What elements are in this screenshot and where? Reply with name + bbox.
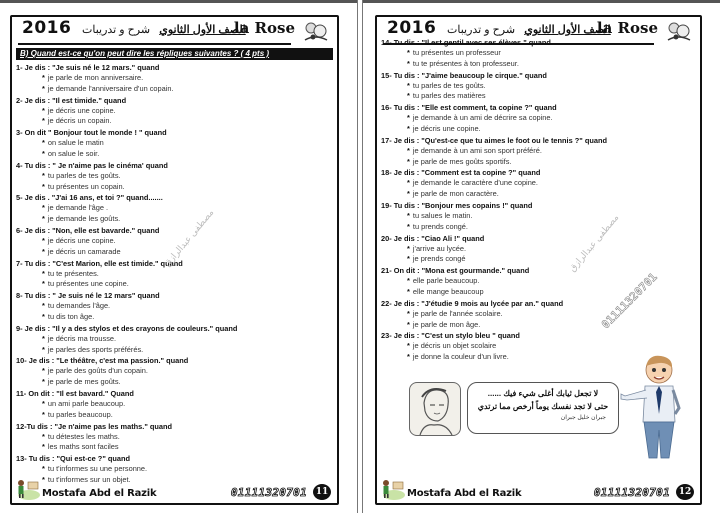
answer-option	[381, 211, 696, 222]
answer-option-text: on salue le matin	[47, 138, 104, 148]
answer-option-text: tu t'informes sur un objet.	[47, 474, 131, 484]
bullet-icon: *	[42, 235, 45, 245]
question-prompt: 11- On dit : "Il est bavard." Quand	[16, 388, 134, 398]
page-footer	[12, 474, 337, 503]
bullet-icon: *	[42, 464, 45, 474]
question-prompt: 9- Je dis : "Il y a des stylos et des crayons de couleurs." quand	[16, 323, 238, 333]
bullet-icon: *	[42, 398, 45, 408]
bullet-icon: *	[42, 203, 45, 213]
answer-option-text: je parle de l'année scolaire.	[412, 308, 503, 318]
answer-option	[381, 81, 696, 92]
bullet-icon: *	[407, 286, 410, 296]
answer-option-text: je parle de mes goûts sportifs.	[412, 156, 512, 166]
schoolboy-icon	[379, 476, 405, 500]
bullet-icon: *	[42, 431, 45, 441]
answer-option	[381, 124, 696, 135]
page-header	[18, 20, 331, 46]
answer-option	[16, 464, 333, 475]
bullet-icon: *	[407, 308, 410, 318]
bullet-icon: *	[42, 344, 45, 354]
bullet-icon: *	[42, 73, 45, 82]
answer-option-text: tu parles des matières	[412, 91, 486, 101]
bullet-icon: *	[42, 246, 45, 256]
answer-option	[381, 189, 696, 200]
answer-option	[16, 301, 333, 312]
question-list	[16, 62, 333, 486]
answer-option-text: tu parles de tes goûts.	[412, 80, 486, 90]
bullet-icon: *	[407, 243, 410, 253]
answer-option-text: tu te présentes à ton professeur.	[412, 58, 519, 68]
answer-option	[16, 269, 333, 280]
bullet-icon: *	[407, 189, 410, 199]
page-number-badge: 11	[313, 484, 331, 500]
header-subtitle: شرح و تدريبات	[82, 24, 151, 36]
question-prompt: 19- Tu dis : "Bonjour mes copains !" quand	[381, 200, 533, 210]
header-arabic-title	[447, 23, 611, 36]
bullet-icon: *	[407, 276, 410, 286]
answer-option	[381, 244, 696, 255]
answer-option-text: je décris ma trousse.	[47, 333, 117, 343]
answer-option-text: tu te présentes.	[47, 268, 99, 278]
bullet-icon: *	[42, 170, 45, 180]
quote-line-2: حتى لا تجد نفسك يوماً أرخص مما ترتدي	[477, 402, 609, 411]
page-12	[363, 3, 720, 513]
answer-option-text: je prends congé	[412, 254, 466, 264]
watermark-phone: 01111320701	[599, 270, 660, 332]
schoolboy-icon	[14, 476, 40, 500]
bullet-icon: *	[407, 80, 410, 90]
answer-option-text: tu salues le matin.	[412, 210, 473, 220]
question-prompt: 6- Je dis : "Non, elle est bavarde." quand	[16, 225, 160, 235]
header-grade: الصف الأول الثانوي	[159, 24, 246, 36]
answer-option	[381, 341, 696, 352]
header-year: 2016	[387, 18, 437, 38]
answer-option-text: je décris une copine.	[47, 235, 116, 245]
question-prompt: 8- Tu dis : " Je suis né le 12 mars" quand	[16, 291, 160, 301]
answer-option	[381, 113, 696, 124]
bullet-icon: *	[42, 148, 45, 158]
answer-option-text: je demande à un ami de décrire sa copine.	[412, 113, 553, 123]
question-prompt: 5- Je dis . "J'ai 16 ans, et toi ?" quand.......	[16, 193, 163, 203]
question-prompt: 23- Je dis : "C'est un stylo bleu " quand	[381, 331, 520, 341]
bullet-icon: *	[407, 178, 410, 188]
header-year: 2016	[22, 18, 72, 38]
answer-option-text: tu parles de tes goûts.	[47, 170, 121, 180]
question-prompt: 3- On dit " Bonjour tout le monde ! " quand	[16, 128, 167, 138]
bullet-icon: *	[42, 279, 45, 289]
answer-option	[16, 203, 333, 214]
answer-option-text: je parle de mon âge.	[412, 319, 481, 329]
answer-option-text: les maths sont faciles	[47, 442, 119, 452]
portrait-sketch-icon	[410, 383, 460, 435]
footer-phone: 01111320701	[230, 486, 307, 499]
bullet-icon: *	[42, 474, 45, 484]
answer-option	[16, 334, 333, 345]
answer-option	[381, 254, 696, 265]
answer-option-text: je parle de mon caractère.	[412, 189, 499, 199]
header-subtitle: شرح و تدريبات	[447, 24, 516, 36]
question-prompt: 12-Tu dis : "Je n'aime pas les maths." quand	[16, 421, 173, 431]
answer-option-text: je parle des goûts d'un copain.	[47, 366, 148, 376]
bullet-icon: *	[42, 311, 45, 321]
answer-option-text: elle parle beaucoup.	[412, 276, 480, 286]
bullet-icon: *	[42, 377, 45, 387]
bullet-icon: *	[42, 214, 45, 224]
answer-option	[16, 73, 333, 84]
answer-option	[16, 116, 333, 127]
question-prompt: 17- Je dis : "Qu'est-ce que tu aimes le foot ou le tennis ?" quand	[381, 135, 608, 145]
answer-option	[16, 214, 333, 225]
bullet-icon: *	[407, 254, 410, 264]
answer-option-text: tu détestes les maths.	[47, 431, 120, 441]
pointing-man-icon	[619, 352, 689, 460]
answer-option-text: je demande l'âge .	[47, 203, 109, 213]
bullet-icon: *	[42, 409, 45, 419]
answer-option	[381, 178, 696, 189]
bullet-icon: *	[42, 333, 45, 343]
answer-option	[16, 106, 333, 117]
page-11	[0, 3, 357, 513]
watermark: مصطفى عبدالرازق	[567, 212, 621, 274]
answer-option	[16, 84, 333, 95]
bullet-icon: *	[407, 341, 410, 351]
bullet-icon: *	[407, 48, 410, 57]
page-footer	[377, 477, 700, 503]
answer-option	[16, 182, 333, 193]
bullet-icon: *	[407, 156, 410, 166]
question-prompt: 13- Tu dis : "Qui est-ce ?" quand	[16, 454, 131, 464]
question-list	[381, 37, 696, 363]
answer-option	[16, 138, 333, 149]
answer-option	[16, 442, 333, 453]
answer-option	[381, 320, 696, 331]
bullet-icon: *	[42, 138, 45, 148]
question-prompt: 20- Je dis : "Ciao Ali !" quand	[381, 233, 485, 243]
answer-option-text: tu parles beaucoup.	[47, 409, 113, 419]
answer-option-text: tu présentes un copain.	[47, 181, 125, 191]
bullet-icon: *	[42, 442, 45, 452]
bullet-icon: *	[42, 268, 45, 278]
bullet-icon: *	[407, 113, 410, 123]
answer-option-text: tu dis ton âge.	[47, 311, 95, 321]
answer-option-text: tu présentes un professeur	[412, 48, 501, 57]
answer-option-text: je demande le caractère d'une copine.	[412, 178, 538, 188]
bullet-icon: *	[42, 301, 45, 311]
page-number-badge: 12	[676, 484, 694, 500]
answer-option	[381, 157, 696, 168]
answer-option-text: je décris un objet scolaire	[412, 341, 497, 351]
question-prompt: 7- Tu dis : "C'est Marion, elle est timide." quand	[16, 258, 183, 268]
answer-option	[381, 91, 696, 102]
answer-option	[16, 345, 333, 356]
answer-option-text: on salue le soir.	[47, 148, 100, 158]
bullet-icon: *	[407, 319, 410, 329]
question-prompt: 1- Je dis : "Je suis né le 12 mars." quand	[16, 63, 160, 72]
page-frame	[10, 15, 339, 505]
question-prompt: 14- Tu dis : "Il est gentil avec ses élèves." quand	[381, 38, 551, 47]
answer-option-text: tu prends congé.	[412, 221, 468, 231]
question-prompt: 22- Je dis : "J'étudie 9 mois au lycée par an." quand	[381, 298, 564, 308]
poet-portrait	[409, 382, 461, 436]
footer-phone: 01111320701	[593, 486, 670, 499]
bullet-icon: *	[407, 123, 410, 133]
answer-option-text: tu t'informes su une personne.	[47, 464, 148, 474]
answer-option	[16, 377, 333, 388]
answer-option-text: je décris un camarade	[47, 246, 121, 256]
bullet-icon: *	[407, 91, 410, 101]
question-prompt: 18- Je dis : "Comment est ta copine ?" quand	[381, 168, 541, 178]
question-prompt: 21- On dit : "Mona est gourmande." quand	[381, 266, 530, 276]
header-grade: الصف الأول الثانوي	[524, 24, 611, 36]
answer-option	[16, 279, 333, 290]
answer-option-text: je parles des sports préférés.	[47, 344, 144, 354]
answer-option	[16, 432, 333, 443]
answer-option	[16, 366, 333, 377]
answer-option-text: je décris une copine.	[412, 123, 481, 133]
watermark: مصطفى عبدالرازق	[162, 207, 216, 269]
bullet-icon: *	[42, 181, 45, 191]
answer-option-text: je demande les goûts.	[47, 214, 121, 224]
answer-option	[16, 399, 333, 410]
header-underline	[18, 43, 291, 45]
bullet-icon: *	[407, 210, 410, 220]
page-frame	[375, 15, 702, 505]
answer-option	[16, 410, 333, 421]
header-brand: la Rose	[233, 19, 295, 37]
answer-option	[381, 59, 696, 70]
bullet-icon: *	[407, 352, 410, 362]
answer-option	[381, 309, 696, 320]
answer-option-text: je décris un copain.	[47, 116, 112, 126]
answer-option	[16, 312, 333, 323]
answer-option-text: j'arrive au lycée.	[412, 243, 467, 253]
bullet-icon: *	[42, 83, 45, 93]
quote-section	[397, 360, 697, 460]
question-prompt: 10- Je dis : "Le théâtre, c'est ma passion." quand	[16, 356, 189, 366]
bullet-icon: *	[407, 58, 410, 68]
answer-option	[381, 48, 696, 59]
section-title: B) Quand est-ce qu'on peut dire les répliques suivantes ? ( 4 pts )	[16, 48, 333, 60]
question-prompt: 4- Tu dis : " Je n'aime pas le cinéma' quand	[16, 160, 168, 170]
header-brand: la Rose	[596, 19, 658, 37]
quote-signature: جبران خليل جبران	[560, 415, 606, 421]
answer-option-text: je demande à un ami son sport préféré.	[412, 145, 542, 155]
rose-logo-icon	[301, 20, 329, 44]
footer-author: Mostafa Abd el Razik	[42, 488, 157, 499]
answer-option-text: je parle de mes goûts.	[47, 377, 121, 387]
answer-option	[381, 222, 696, 233]
header-arabic-title	[82, 23, 246, 36]
question-prompt: 2- Je dis : "Il est timide." quand	[16, 95, 127, 105]
quote-bubble	[467, 382, 619, 434]
answer-option	[16, 149, 333, 160]
bullet-icon: *	[407, 221, 410, 231]
footer-author: Mostafa Abd el Razik	[407, 488, 522, 499]
bullet-icon: *	[42, 105, 45, 115]
question-prompt: 15- Tu dis : "J'aime beaucoup le cirque." quand	[381, 70, 547, 80]
bullet-icon: *	[42, 366, 45, 376]
answer-option-text: elle mange beaucoup	[412, 286, 484, 296]
answer-option	[381, 146, 696, 157]
bullet-icon: *	[42, 116, 45, 126]
answer-option-text: je donne la couleur d'un livre.	[412, 352, 509, 362]
answer-option-text: tu demandes l'âge.	[47, 301, 111, 311]
quote-line-1: لا تجعل ثيابك أغلى شيء فيك ......	[487, 389, 599, 398]
bullet-icon: *	[407, 145, 410, 155]
answer-option-text: je demande l'anniversaire d'un copain.	[47, 83, 174, 93]
answer-option-text: un ami parle beaucoup.	[47, 398, 126, 408]
answer-option-text: je parle de mon anniversaire.	[47, 73, 144, 82]
answer-option-text: je décris une copine.	[47, 105, 116, 115]
question-prompt: 16- Tu dis : "Elle est comment, ta copine ?" quand	[381, 103, 557, 113]
answer-option-text: tu présentes une copine.	[47, 279, 129, 289]
answer-option	[16, 171, 333, 182]
